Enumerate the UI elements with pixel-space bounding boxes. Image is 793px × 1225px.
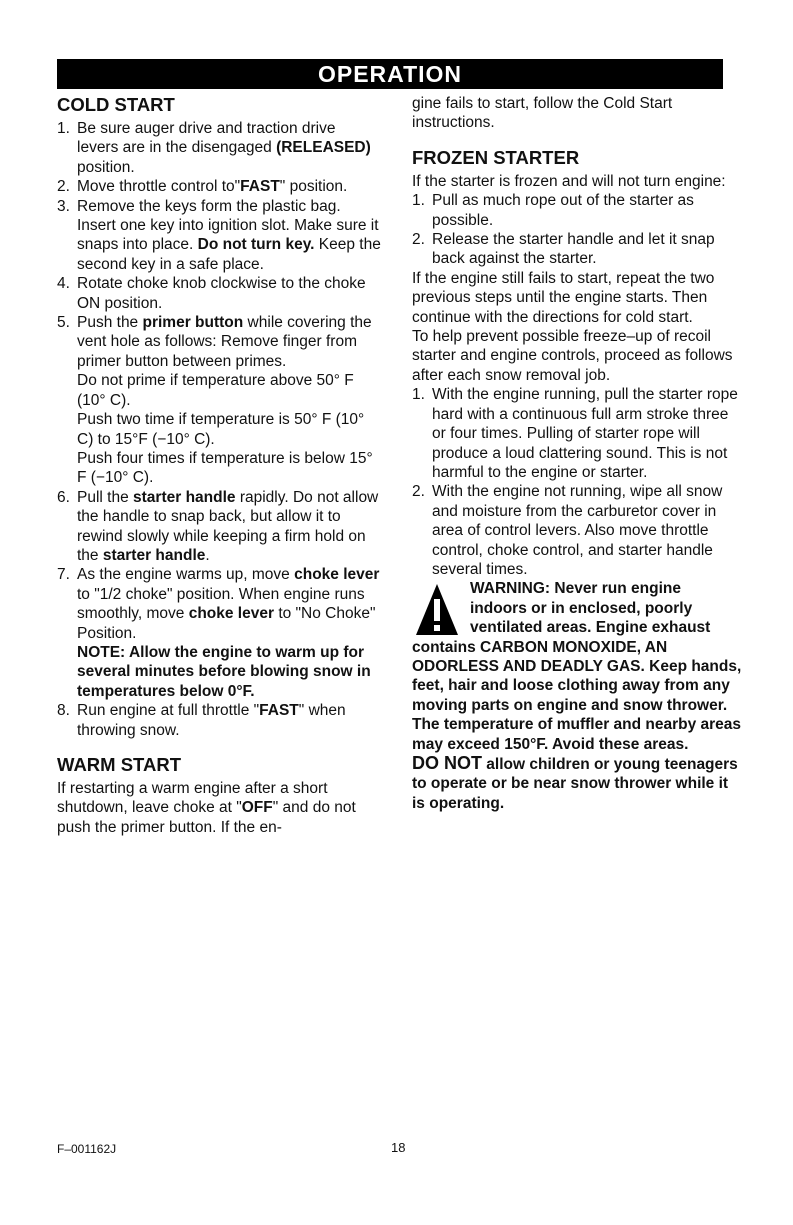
- warning-text: WARNING: Never run engine indoors or in enclosed, poorly ventilated areas. Engine exhaust contains CARBON MONOXIDE, AN ODORLESS AND DEADLY GAS. Keep hands, feet, hair and loose clothing away from any moving parts on engine and snow thrower.: [412, 580, 742, 714]
- frozen-step-1: 1. Pull as much rope out of the starter as possible.: [412, 192, 694, 229]
- cold-start-note: NOTE: Allow the engine to warm up for several minutes before blowing snow in temperatures below 0°F.: [77, 643, 371, 700]
- prime-rule-3: Push four times if temperature is below 15° F (−10° C).: [77, 449, 373, 487]
- frozen-starter-intro: If the starter is frozen and will not turn engine:: [412, 172, 726, 190]
- warning-block: [412, 579, 742, 813]
- frozen-starter-para-1: If the engine still fails to start, repeat the two previous steps until the engine starts. Then continue with the directions for cold start.: [412, 269, 715, 326]
- frozen-starter-steps: [412, 191, 742, 269]
- warm-start-continuation: gine fails to start, follow the Cold Start instructions.: [412, 95, 673, 132]
- cold-start-step-7: 7. As the engine warms up, move choke lever to "1/2 choke" position. When engine runs smoothly, move choke lever to "No Choke" Position. NOTE: Allow the engine to warm up for several minutes before blowing snow in temperatures below 0°F.: [57, 566, 380, 700]
- cold-start-step-3: 3. Remove the keys form the plastic bag. Insert one key into ignition slot. Make sure it snaps into place. Do not turn key. Keep the second key in a safe place.: [57, 197, 381, 273]
- document-code: F–001162J: [57, 1142, 117, 1156]
- cold-start-step-6: 6. Pull the starter handle rapidly. Do not allow the handle to snap back, but allow it to rewind slowly while keeping a firm hold on the starter handle.: [57, 488, 379, 564]
- prevention-step-2: 2. With the engine not running, wipe all snow and moisture from the carburetor cover in area of control levers. Also move throttle control, choke control, and starter handle several times.: [412, 483, 723, 578]
- prime-rule-1: Do not prime if temperature above 50° F (10° C).: [77, 372, 354, 409]
- warning-triangle-icon: [414, 581, 460, 637]
- cold-start-step-5: 5. Push the primer button while covering the vent hole as follows: Remove finger from primer button between primes. Do not prime if temperature above 50° F (10° C). Push two time if temperature is 50° F (10° C) to 15°F (−10° C). Push four times if temperature is below 15° F (−10° C).: [57, 313, 381, 488]
- cold-start-heading: COLD START: [57, 94, 175, 115]
- prevention-step-1: 1. With the engine running, pull the starter rope hard with a continuous full arm stroke three or four times. Pulling of starter rope will produce a loud clattering sound. This is not harmful to the engine or starter.: [412, 386, 738, 481]
- cold-start-steps: [57, 119, 381, 740]
- children-warning: DO NOT allow children or young teenagers to operate or be near snow thrower while it is operating.: [412, 753, 738, 812]
- prime-rule-2: Push two time if temperature is 50° F (10° C) to 15°F (−10° C).: [77, 411, 365, 448]
- freeze-prevention-steps: [412, 385, 742, 579]
- cold-start-step-4: 4. Rotate choke knob clockwise to the choke ON position.: [57, 275, 366, 312]
- frozen-starter-para-2: To help prevent possible freeze–up of recoil starter and engine controls, proceed as follows after each snow removal job.: [412, 328, 733, 384]
- page-number: 18: [391, 1140, 406, 1155]
- cold-start-step-8: 8. Run engine at full throttle "FAST" when throwing snow.: [57, 702, 346, 739]
- muffler-warning: The temperature of muffler and nearby areas may exceed 150°F. Avoid these areas.: [412, 716, 742, 753]
- right-column: [412, 94, 742, 813]
- cold-start-step-1: 1. Be sure auger drive and traction drive levers are in the disengaged (RELEASED) position.: [57, 120, 371, 176]
- section-banner: OPERATION: [57, 59, 723, 89]
- cold-start-step-2: 2. Move throttle control to"FAST" position.: [57, 178, 348, 196]
- warm-start-heading: WARM START: [57, 754, 181, 775]
- frozen-starter-heading: FROZEN STARTER: [412, 146, 580, 168]
- warm-start-text: If restarting a warm engine after a short shutdown, leave choke at "OFF" and do not push the primer button. If the en-: [57, 780, 356, 836]
- left-column: [57, 94, 381, 837]
- frozen-step-2: 2. Release the starter handle and let it snap back against the starter.: [412, 231, 715, 268]
